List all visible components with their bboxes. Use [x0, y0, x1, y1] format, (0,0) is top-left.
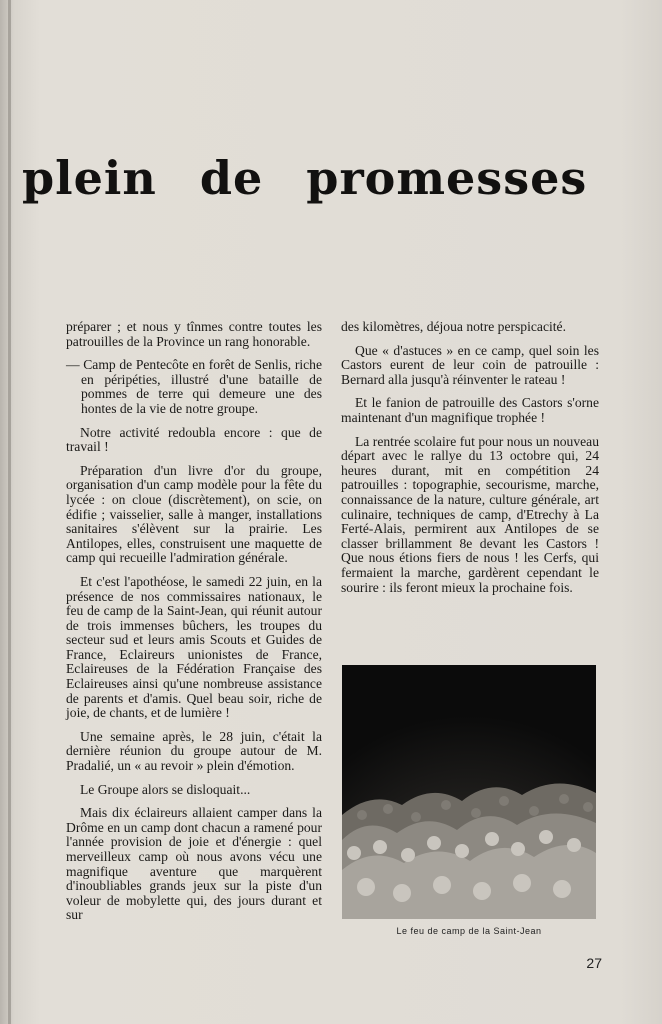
- page-number: 27: [586, 955, 602, 971]
- binding-spine: [8, 0, 11, 1024]
- paragraph: Préparation d'un livre d'or du groupe, organisation d'un camp modèle pour la fête du lycée : on cloue (discrètement), on scie, on édifie ; vaisselier, salle à manger, installations sanitaires s'élèvent sur la prairie. Les Antilopes, elles, construisent une maquette de camp qui recueille l'admiration générale.: [66, 462, 322, 566]
- paragraph: Mais dix éclaireurs allaient camper dans la Drôme en un camp dont chacun a ramené pour l'année provision de joie et d'énergie : quel merveilleux camp où nous avons vécu une magnifique aventure que marquèrent d'inoubliables grands jeux sur la piste d'un voleur de mobylette qui, des jours durant et sur: [66, 805, 322, 923]
- paragraph: Que « d'astuces » en ce camp, quel soin les Castors eurent de leur coin de patrouille : Bernard alla jusqu'à réinventer le rateau !: [341, 342, 599, 387]
- paragraph: Et le fanion de patrouille des Castors s'orne maintenant d'un magnifique trophée !: [341, 395, 599, 425]
- paragraph: — Camp de Pentecôte en forêt de Senlis, riche en péripéties, illustré d'une bataille de pommes de terre qui demeure une des hontes de la vie de notre groupe.: [66, 357, 322, 416]
- photo-caption: Le feu de camp de la Saint-Jean: [396, 926, 542, 936]
- paragraph: Notre activité redoubla encore : que de travail !: [66, 424, 322, 455]
- campfire-crowd-photo: [342, 665, 596, 919]
- article-headline: plein de promesses: [22, 151, 588, 205]
- crowd-image-icon: [342, 665, 596, 919]
- paragraph: Une semaine après, le 28 juin, c'était la dernière réunion du groupe autour de M. Pradalié, un « au revoir » plein d'émotion.: [66, 728, 322, 774]
- paragraph: préparer ; et nous y tînmes contre toutes les patrouilles de la Province un rang honorable.: [66, 319, 322, 349]
- paragraph: Le Groupe alors se disloquait...: [80, 781, 251, 797]
- paragraph: La rentrée scolaire fut pour nous un nouveau départ avec le rallye du 13 octobre qui, 24 heures durant, mit en compétition 24 patrouilles : topographie, secourisme, marche, connaissance de la nature, culture générale, art culinaire, techniques de camp, d'Etrechy à La Ferté-Alais, permirent aux Antilopes de se classer brillamment 8e devant les Castors ! Que nous étions fiers de nous ! les Cerfs, qui fermaient la marche, gardèrent cependant le sourire : ils feront mieux la prochaine fois.: [341, 433, 599, 595]
- paragraph: des kilomètres, déjoua notre perspicacité.: [341, 319, 566, 334]
- left-column: [66, 320, 322, 932]
- paragraph: Et c'est l'apothéose, le samedi 22 juin, en la présence de nos commissaires nationaux, le feu de camp de la Saint-Jean, qui réunit autour de trois immenses bûchers, les troupes du secteur sud et leurs amis Scouts et Guides de France, Eclaireurs unionistes de France, Eclaireuses de la Fédération Française des Eclaireuses ainsi qu'une nombreuse assistance de parents et d'amis. Quel beau soir, riche de joie, de chants, et de lumière !: [66, 573, 322, 721]
- right-column: [341, 320, 599, 604]
